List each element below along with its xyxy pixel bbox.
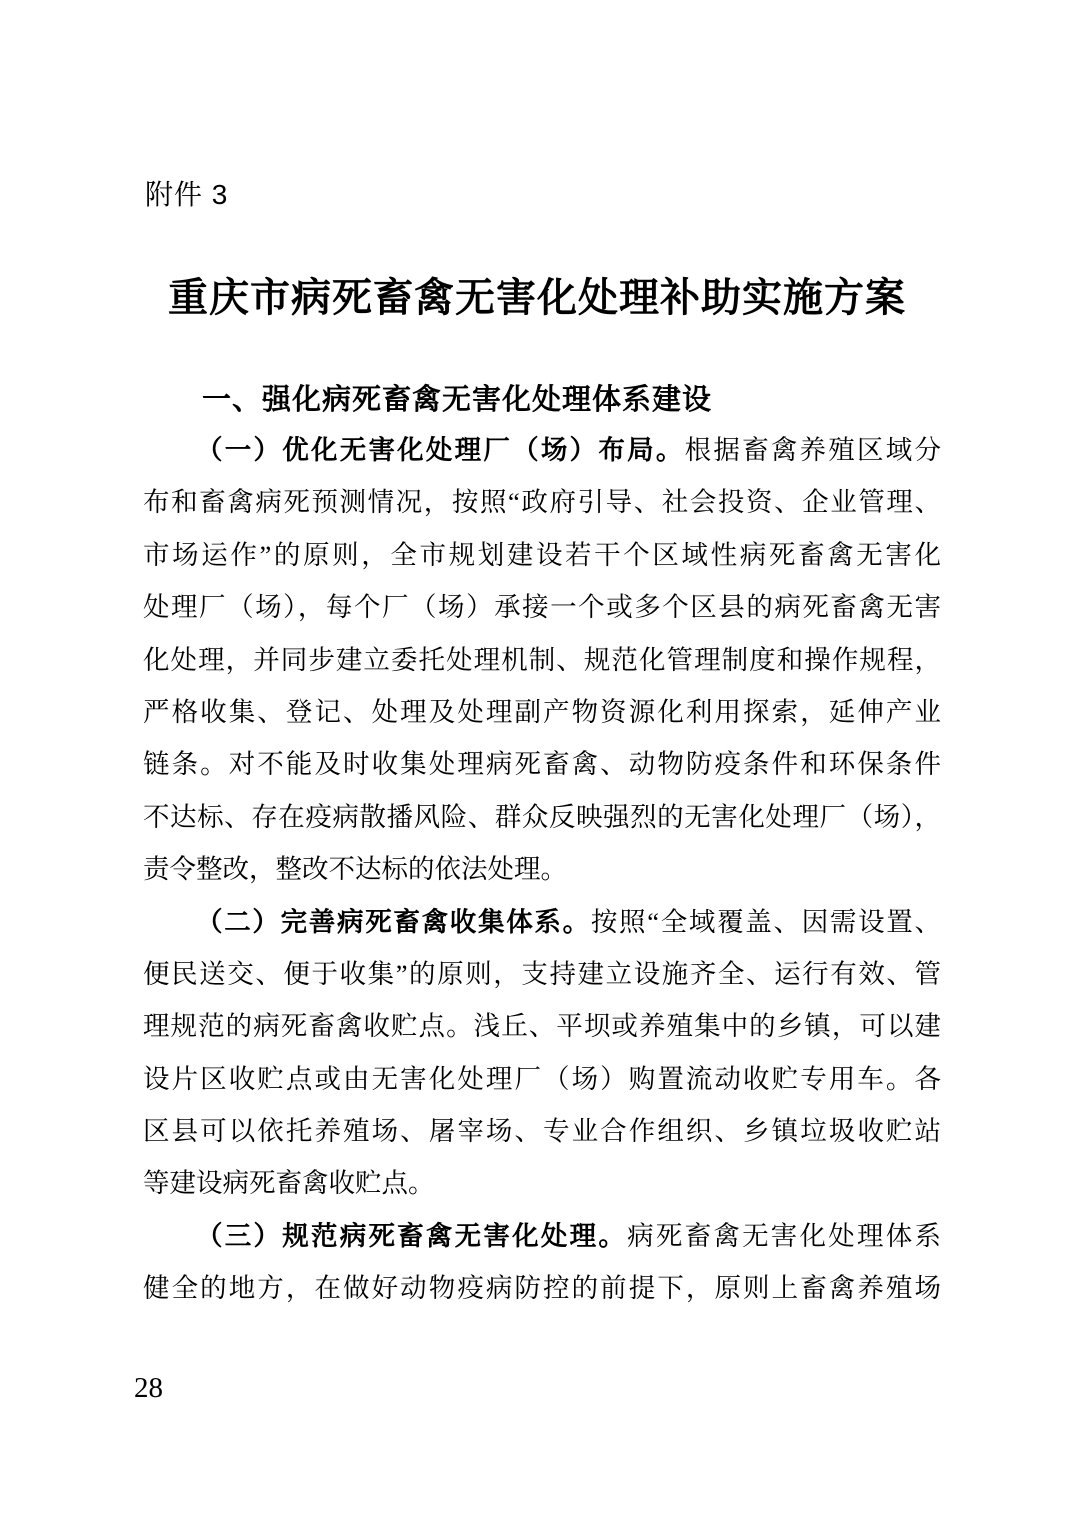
attachment-label: 附件 3 xyxy=(145,179,229,210)
section-heading: 一、强化病死畜禽无害化处理体系建设 xyxy=(202,384,713,416)
paragraph-1-line-7: 链条。对不能及时收集处理病死畜禽、动物防疫条件和环保条件 xyxy=(143,749,941,780)
paragraph-2-line-2: 便民送交、便于收集”的原则，支持建立设施齐全、运行有效、管 xyxy=(143,958,941,989)
paragraph-1-line-2: 布和畜禽病死预测情况，按照“政府引导、社会投资、企业管理、 xyxy=(143,487,941,518)
page-title: 重庆市病死畜禽无害化处理补助实施方案 xyxy=(168,275,906,320)
paragraph-2-line-5: 区县可以依托养殖场、屠宰场、专业合作组织、乡镇垃圾收贮站 xyxy=(143,1116,941,1147)
paragraph-1-line-1-text: 根据畜禽养殖区域分 xyxy=(684,435,941,465)
document-body xyxy=(143,424,941,1315)
paragraph-3-line-1 xyxy=(143,1210,941,1262)
paragraph-2-line-4: 设片区收贮点或由无害化处理厂（场）购置流动收贮专用车。各 xyxy=(143,1063,941,1094)
paragraph-1-line-3: 市场运作”的原则，全市规划建设若干个区域性病死畜禽无害化 xyxy=(143,539,941,570)
paragraph-1-lead: （一）优化无害化处理厂（场）布局。 xyxy=(196,435,685,465)
paragraph-2-line-1-text: 按照“全域覆盖、因需设置、 xyxy=(590,906,941,937)
paragraph-3-line-2: 健全的地方，在做好动物疫病防控的前提下，原则上畜禽养殖场 xyxy=(143,1273,941,1304)
paragraph-2-lead: （二）完善病死畜禽收集体系。 xyxy=(196,906,591,937)
paragraph-1-line-9: 责令整改，整改不达标的依法处理。 xyxy=(143,854,567,885)
paragraph-1-line-1 xyxy=(143,424,941,476)
paragraph-3-line-1-text: 病死畜禽无害化处理体系 xyxy=(627,1220,941,1251)
paragraph-3-lead: （三）规范病死畜禽无害化处理。 xyxy=(196,1220,628,1251)
paragraph-2-line-6: 等建设病死畜禽收贮点。 xyxy=(143,1168,435,1199)
paragraph-1-line-6: 严格收集、登记、处理及处理副产物资源化利用探索，延伸产业 xyxy=(143,696,941,727)
paragraph-1-line-4: 处理厂（场），每个厂（场）承接一个或多个区县的病死畜禽无害 xyxy=(143,592,941,623)
paragraph-2-line-3: 理规范的病死畜禽收贮点。浅丘、平坝或养殖集中的乡镇，可以建 xyxy=(143,1011,941,1042)
page-number: 28 xyxy=(134,1372,163,1404)
paragraph-1-line-8: 不达标、存在疫病散播风险、群众反映强烈的无害化处理厂（场）， xyxy=(143,801,941,832)
paragraph-2-line-1 xyxy=(143,896,941,948)
paragraph-1-line-5: 化处理，并同步建立委托处理机制、规范化管理制度和操作规程， xyxy=(143,644,941,675)
